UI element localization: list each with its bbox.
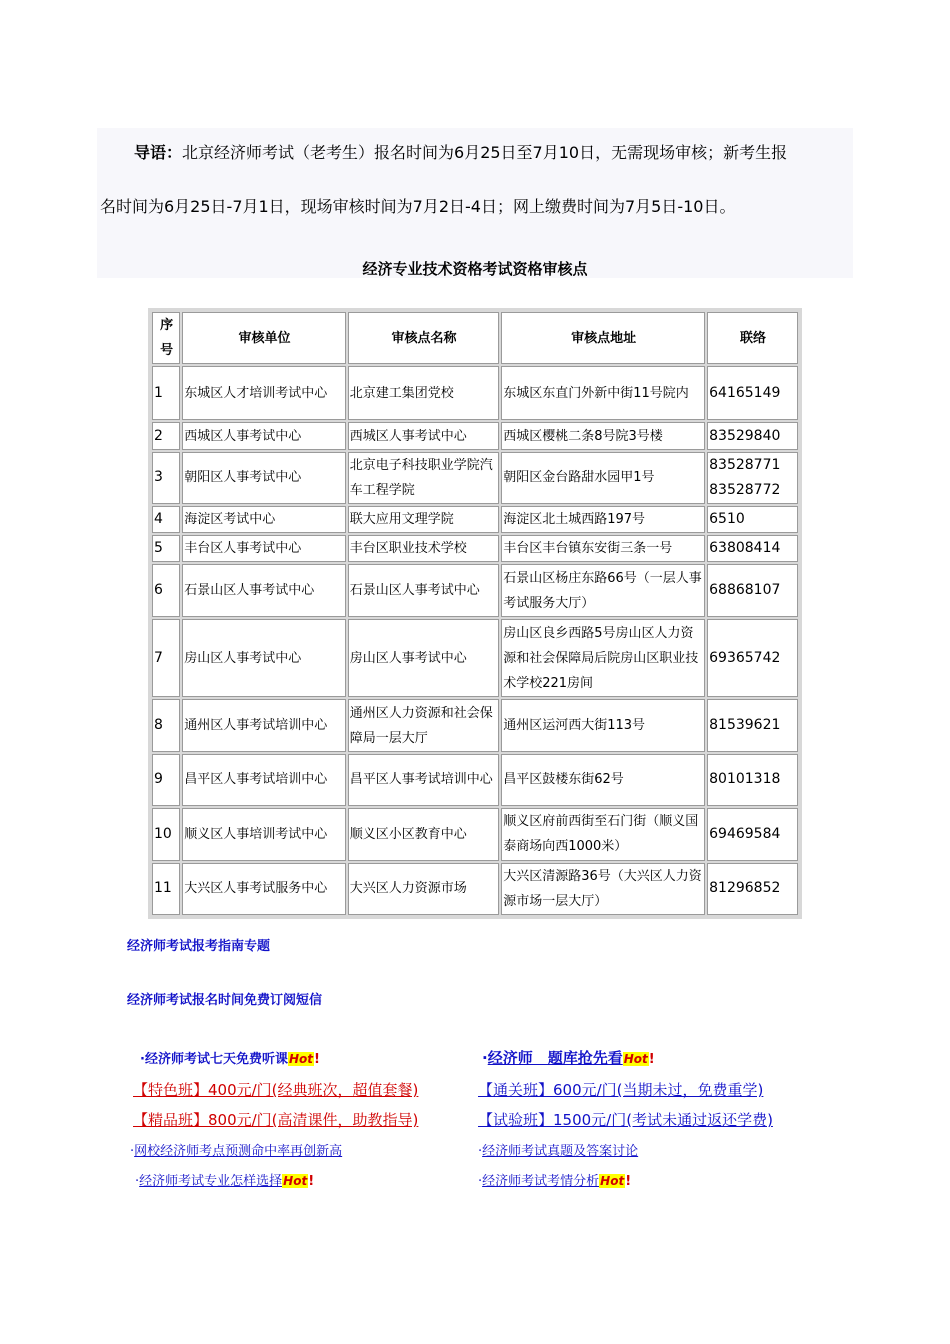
phone-cell: 63808414 — [707, 535, 798, 562]
bullet-dot: · — [135, 1174, 140, 1189]
phone-cell: 69469584 — [707, 808, 798, 860]
exam-answers-link[interactable]: 经济师考试真题及答案讨论 — [482, 1144, 639, 1159]
phone-cell: 81296852 — [707, 863, 798, 915]
intro-lead: 导语： — [134, 143, 183, 162]
hot-badge: Hot — [623, 1052, 648, 1066]
header-cell: 审核点名称 — [348, 312, 499, 364]
site-name-cell: 西城区人事考试中心 — [348, 422, 499, 449]
unit-cell: 通州区人事考试培训中心 — [182, 699, 346, 751]
phone-cell: 80101318 — [707, 754, 798, 806]
table-row — [152, 619, 798, 698]
intro-line-2: 名时间为6月25日-7月1日，现场审核时间为7月2日-4日；网上缴费时间为7月5日-10日。 — [100, 197, 736, 216]
exam-analysis-link[interactable]: 经济师考试考情分析 — [482, 1174, 600, 1189]
bullet-dot: · — [140, 1052, 145, 1067]
header-cell: 联络 — [707, 312, 798, 364]
table-row — [152, 366, 798, 420]
row-number: 2 — [152, 422, 180, 449]
hot-badge: Hot — [283, 1174, 308, 1188]
hot-badge: Hot — [600, 1174, 625, 1188]
unit-cell: 石景山区人事考试中心 — [182, 564, 346, 616]
table-row — [152, 863, 798, 915]
exam-answers-promo[interactable] — [478, 1140, 638, 1159]
address-cell: 昌平区鼓楼东街62号 — [501, 754, 705, 806]
row-number: 11 — [152, 863, 180, 915]
prediction-link[interactable]: 网校经济师考点预测命中率再创新高 — [134, 1144, 343, 1159]
site-name-cell: 顺义区小区教育中心 — [348, 808, 499, 860]
unit-cell: 丰台区人事考试中心 — [182, 535, 346, 562]
site-name-cell: 北京建工集团党校 — [348, 366, 499, 420]
address-cell: 房山区良乡西路5号房山区人力资源和社会保障局后院房山区职业技术学校221房间 — [501, 619, 705, 698]
featured-class-link[interactable]: 【特色班】400元/门(经典班次，超值套餐) — [133, 1081, 419, 1099]
table-header-row — [152, 312, 798, 364]
unit-cell: 海淀区考试中心 — [182, 506, 346, 533]
exclamation: ! — [625, 1174, 632, 1189]
address-cell: 顺义区府前西街至石门街（顺义国泰商场向西1000米） — [501, 808, 705, 860]
trial-class-link[interactable]: 【试验班】1500元/门(考试未通过返还学费) — [478, 1111, 773, 1129]
address-cell: 朝阳区金台路甜水园甲1号 — [501, 452, 705, 504]
unit-cell: 大兴区人事考试服务中心 — [182, 863, 346, 915]
table-row — [152, 754, 798, 806]
exclamation: ! — [314, 1052, 320, 1067]
site-name-cell: 石景山区人事考试中心 — [348, 564, 499, 616]
address-cell: 大兴区清源路36号（大兴区人力资源市场一层大厅） — [501, 863, 705, 915]
intro-section — [97, 128, 853, 278]
address-cell: 通州区运河西大街113号 — [501, 699, 705, 751]
address-cell: 西城区樱桃二条8号院3号楼 — [501, 422, 705, 449]
phone-cell: 69365742 — [707, 619, 798, 698]
site-name-cell: 昌平区人事考试培训中心 — [348, 754, 499, 806]
address-cell: 东城区东直门外新中街11号院内 — [501, 366, 705, 420]
row-number: 1 — [152, 366, 180, 420]
row-number: 8 — [152, 699, 180, 751]
table-row — [152, 422, 798, 449]
pass-class-link[interactable]: 【通关班】600元/门(当期未过，免费重学) — [478, 1081, 764, 1099]
row-number: 3 — [152, 452, 180, 504]
row-number: 9 — [152, 754, 180, 806]
question-bank-link[interactable]: 经济师 题库抢先看 — [487, 1049, 623, 1067]
exam-analysis-promo[interactable] — [478, 1170, 631, 1189]
intro-text-1: 北京经济师考试（老考生）报名时间为6月25日至7月10日，无需现场审核；新考生报 — [182, 143, 788, 162]
bullet-dot: · — [482, 1049, 488, 1067]
prediction-promo[interactable] — [130, 1140, 342, 1159]
site-name-cell: 联大应用文理学院 — [348, 506, 499, 533]
phone-cell: 6510 — [707, 506, 798, 533]
major-choice-promo[interactable] — [135, 1170, 314, 1189]
table-row — [152, 506, 798, 533]
question-bank-promo[interactable] — [482, 1047, 655, 1068]
guide-link[interactable]: 经济师考试报考指南专题 — [127, 939, 271, 954]
table-row — [152, 808, 798, 860]
phone-cell: 68868107 — [707, 564, 798, 616]
unit-cell: 西城区人事考试中心 — [182, 422, 346, 449]
hot-badge: Hot — [288, 1052, 313, 1066]
intro-line-1 — [134, 140, 787, 163]
review-points-table — [148, 308, 802, 919]
sms-subscribe-link[interactable]: 经济师考试报名时间免费订阅短信 — [127, 993, 323, 1008]
major-choice-link[interactable]: 经济师考试专业怎样选择 — [139, 1174, 283, 1189]
site-name-cell: 通州区人力资源和社会保障局一层大厅 — [348, 699, 499, 751]
free-trial-promo[interactable] — [140, 1048, 320, 1067]
header-cell: 序号 — [152, 312, 180, 364]
table-row — [152, 699, 798, 751]
free-trial-link[interactable]: 经济师考试七天免费听课 — [144, 1052, 288, 1067]
row-number: 7 — [152, 619, 180, 698]
table-row — [152, 535, 798, 562]
row-number: 6 — [152, 564, 180, 616]
header-cell: 审核点地址 — [501, 312, 705, 364]
site-name-cell: 北京电子科技职业学院汽车工程学院 — [348, 452, 499, 504]
address-cell: 海淀区北土城西路197号 — [501, 506, 705, 533]
address-cell: 石景山区杨庄东路66号（一层人事考试服务大厅） — [501, 564, 705, 616]
phone-cell: 81539621 — [707, 699, 798, 751]
unit-cell: 昌平区人事考试培训中心 — [182, 754, 346, 806]
phone-cell: 83529840 — [707, 422, 798, 449]
address-cell: 丰台区丰台镇东安街三条一号 — [501, 535, 705, 562]
header-cell: 审核单位 — [182, 312, 346, 364]
bullet-dot: · — [130, 1144, 135, 1159]
row-number: 4 — [152, 506, 180, 533]
unit-cell: 东城区人才培训考试中心 — [182, 366, 346, 420]
site-name-cell: 丰台区职业技术学校 — [348, 535, 499, 562]
row-number: 5 — [152, 535, 180, 562]
phone-cell: 64165149 — [707, 366, 798, 420]
phone-cell: 83528771 83528772 — [707, 452, 798, 504]
unit-cell: 朝阳区人事考试中心 — [182, 452, 346, 504]
exclamation: ! — [308, 1174, 315, 1189]
site-name-cell: 房山区人事考试中心 — [348, 619, 499, 698]
row-number: 10 — [152, 808, 180, 860]
site-name-cell: 大兴区人力资源市场 — [348, 863, 499, 915]
table-row — [152, 452, 798, 504]
table-row — [152, 564, 798, 616]
unit-cell: 顺义区人事培训考试中心 — [182, 808, 346, 860]
bullet-dot: · — [478, 1144, 483, 1159]
bullet-dot: · — [478, 1174, 483, 1189]
exclamation: ! — [648, 1052, 655, 1067]
table-heading: 经济专业技术资格考试资格审核点 — [362, 260, 588, 278]
premium-class-link[interactable]: 【精品班】800元/门(高清课件，助教指导) — [133, 1111, 419, 1129]
unit-cell: 房山区人事考试中心 — [182, 619, 346, 698]
